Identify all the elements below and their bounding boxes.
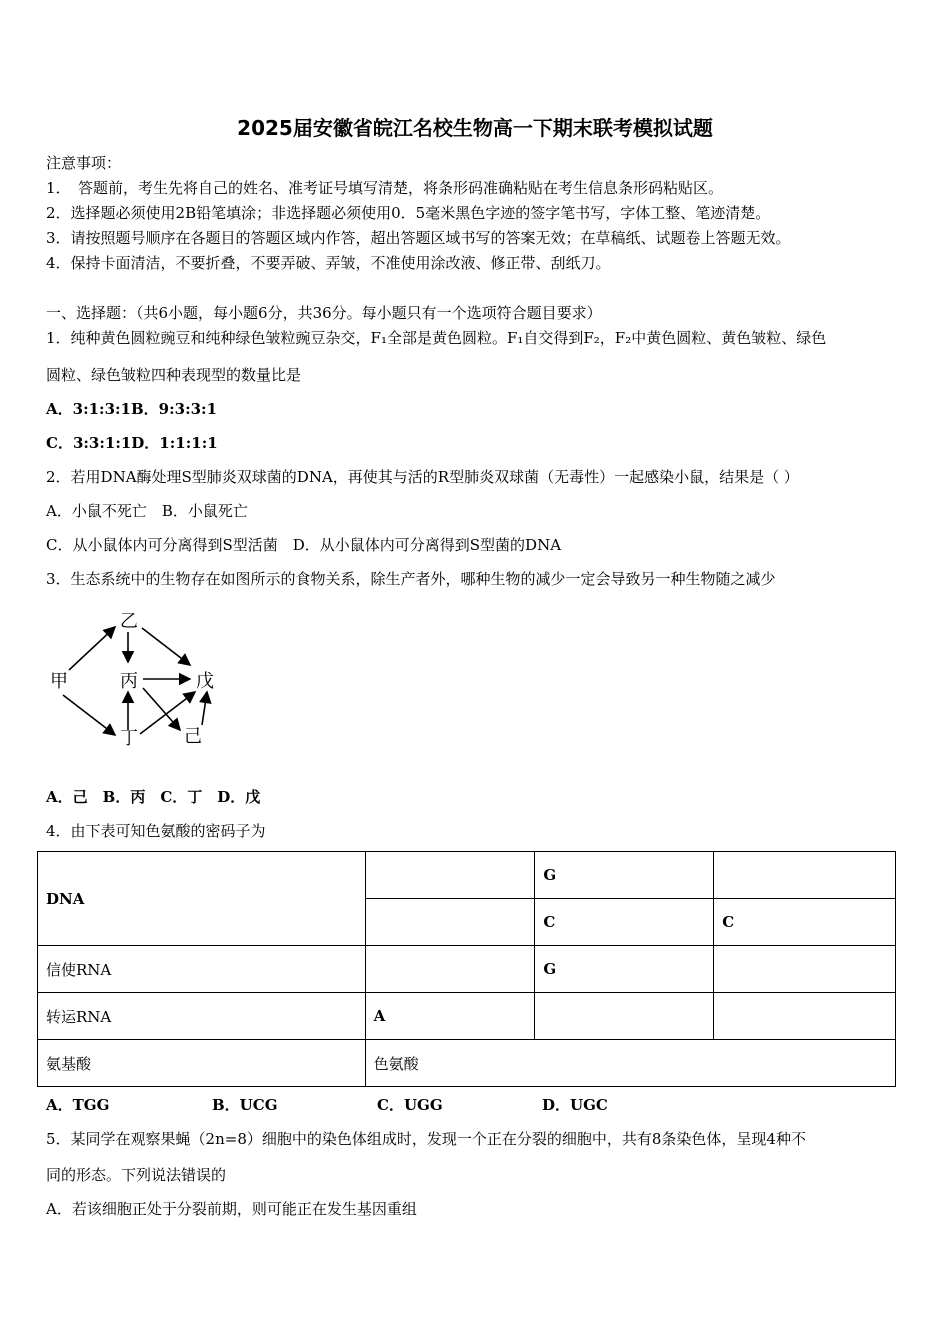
q1-options-ab: A．3:1:3:1B．9:3:3:1	[46, 400, 218, 418]
note-item: 2．选择题必须使用2B铅笔填涂；非选择题必须使用0．5毫米黑色字迹的签字笔书写，字体工整、笔迹清楚。	[46, 204, 771, 222]
q1-stem-cont: 圆粒、绿色皱粒四种表现型的数量比是	[46, 366, 302, 384]
arrow-yi-wu	[142, 628, 190, 665]
note-item: 3．请按照题号顺序在各题目的答题区域内作答，超出答题区域书写的答案无效；在草稿纸、试题卷上答题无效。	[46, 229, 791, 247]
q3-options: A．己 B．丙 C．丁 D．戊	[46, 788, 261, 806]
row-label-dna: DNA	[38, 852, 366, 946]
node-wu: 戊	[196, 671, 214, 692]
q3-stem: 3．生态系统中的生物存在如图所示的食物关系，除生产者外，哪种生物的减少一定会导致另一种生物随之减少	[46, 570, 776, 588]
q4-option-b: B．UCG	[212, 1096, 278, 1114]
node-bing: 丙	[120, 671, 138, 692]
q5-stem-cont: 同的形态。下列说法错误的	[46, 1166, 227, 1184]
arrow-jia-ding	[63, 695, 115, 735]
q4-stem: 4．由下表可知色氨酸的密码子为	[46, 822, 266, 840]
node-ji: 己	[184, 726, 202, 747]
q1-options-cd: C．3:3:1:1D．1:1:1:1	[46, 434, 218, 452]
notes-heading: 注意事项：	[46, 154, 122, 172]
section-heading: 一、选择题：（共6小题，每小题6分，共36分。每小题只有一个选项符合题目要求）	[46, 304, 602, 322]
q2-stem: 2．若用DNA酶处理S型肺炎双球菌的DNA，再使其与活的R型肺炎双球菌（无毒性）一起感染小鼠，结果是（ ）	[46, 468, 799, 486]
codon-table: DNA G C C 信使RNA G 转运RNA A 氨基酸 色氨酸	[37, 851, 896, 1087]
arrow-bing-ji	[143, 688, 180, 730]
node-ding: 丁	[120, 728, 138, 749]
node-jia: 甲	[50, 671, 68, 692]
q4-option-d: D．UGC	[542, 1096, 608, 1114]
note-item: 4．保持卡面清洁，不要折叠，不要弄破、弄皱，不准使用涂改液、修正带、刮纸刀。	[46, 254, 611, 272]
q5-stem: 5．某同学在观察果蝇（2n=8）细胞中的染色体组成时，发现一个正在分裂的细胞中，共有8条染色体，呈现4种不	[46, 1130, 806, 1148]
q5-option-a: A．若该细胞正处于分裂前期，则可能正在发生基因重组	[46, 1200, 417, 1218]
arrow-jia-yi	[69, 627, 115, 670]
q1-stem: 1．纯种黄色圆粒豌豆和纯种绿色皱粒豌豆杂交，F₁全部是黄色圆粒。F₁自交得到F₂，F₂中黄色圆粒、黄色皱粒、绿色	[46, 329, 827, 347]
q2-options-ab: A．小鼠不死亡 B．小鼠死亡	[46, 502, 248, 520]
arrow-ji-wu	[202, 692, 207, 725]
row-label-trna: 转运RNA	[38, 993, 366, 1040]
row-label-mrna: 信使RNA	[38, 946, 366, 993]
note-item: 1． 答题前，考生先将自己的姓名、准考证号填写清楚，将条形码准确粘贴在考生信息条形码粘贴区。	[46, 179, 724, 197]
food-web-diagram	[40, 600, 240, 760]
row-label-amino-acid: 氨基酸	[38, 1040, 366, 1087]
page-title: 2025届安徽省皖江名校生物高一下期末联考模拟试题	[237, 116, 713, 140]
q4-option-c: C．UGG	[377, 1096, 443, 1114]
node-yi: 乙	[120, 611, 138, 632]
q4-option-a: A．TGG	[46, 1096, 110, 1114]
q2-options-cd: C．从小鼠体内可分离得到S型活菌 D．从小鼠体内可分离得到S型菌的DNA	[46, 536, 562, 554]
